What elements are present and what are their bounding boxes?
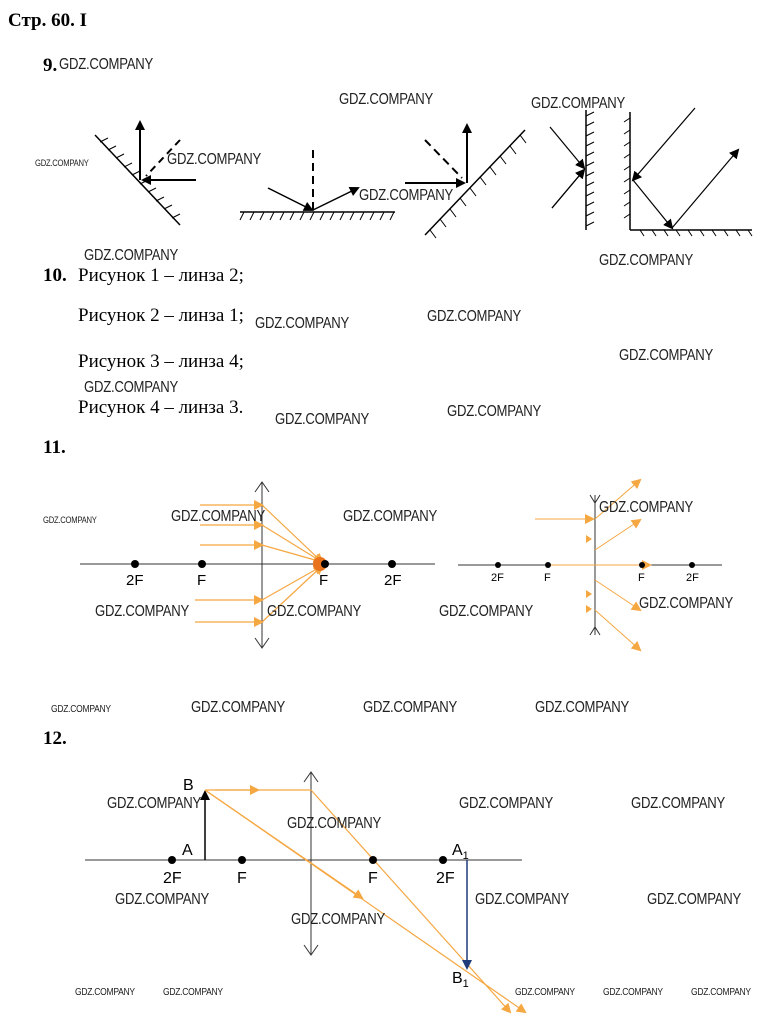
watermark: GDZ.COMPANY [275,411,370,428]
watermark: GDZ.COMPANY [359,187,454,204]
watermark: GDZ.COMPANY [35,158,89,168]
watermark: GDZ.COMPANY [603,987,663,998]
label-f-right-small: F [638,572,645,584]
watermark: GDZ.COMPANY [599,499,694,516]
label-f-left-small: F [544,572,551,584]
watermark: GDZ.COMPANY [531,95,626,112]
watermark: GDZ.COMPANY [291,911,386,928]
page-title: Стр. 60. I [8,10,87,31]
label-2f-left: 2F [126,572,144,589]
watermark: GDZ.COMPANY [515,987,575,998]
label-b1: $B_1$ [452,970,469,991]
label-2f-right: 2F [384,572,402,589]
task-10-line-4: Рисунок 4 – линза 3. [78,397,244,418]
watermark: GDZ.COMPANY [639,595,734,612]
label-2f-left: 2F [163,870,182,887]
task-9-number: 9. [43,55,58,76]
label-f-right: F [319,572,329,589]
watermark: GDZ.COMPANY [619,347,714,364]
label-b: B [183,777,194,794]
label-f-left: F [197,572,207,589]
watermark: GDZ.COMPANY [647,891,742,908]
task-10-line-1: Рисунок 1 – линза 2; [78,265,244,286]
watermark: GDZ.COMPANY [43,515,97,525]
watermark: GDZ.COMPANY [115,891,210,908]
watermark: GDZ.COMPANY [535,699,630,716]
watermark: GDZ.COMPANY [339,91,434,108]
watermark: GDZ.COMPANY [255,315,350,332]
label-2f-right-small: 2F [686,572,699,584]
watermark: GDZ.COMPANY [363,699,458,716]
watermark: GDZ.COMPANY [59,56,154,73]
label-2f-right: 2F [436,870,455,887]
watermark: GDZ.COMPANY [427,308,522,325]
watermark: GDZ.COMPANY [343,508,438,525]
task-10-number: 10. [43,265,67,286]
watermark: GDZ.COMPANY [631,795,726,812]
watermark: GDZ.COMPANY [191,699,286,716]
watermark: GDZ.COMPANY [599,252,694,269]
task-12-number: 12. [43,728,67,749]
watermark: GDZ.COMPANY [75,987,135,998]
watermark: GDZ.COMPANY [691,987,751,998]
task-10-line-3: Рисунок 3 – линза 4; [78,351,244,372]
watermark: GDZ.COMPANY [84,379,179,396]
label-f-right: F [368,870,378,887]
watermark: GDZ.COMPANY [287,815,382,832]
watermark: GDZ.COMPANY [167,151,262,168]
watermark: GDZ.COMPANY [107,795,202,812]
watermark: GDZ.COMPANY [163,987,223,998]
label-f-left: F [237,870,247,887]
watermark: GDZ.COMPANY [439,603,534,620]
watermark: GDZ.COMPANY [447,403,542,420]
watermark: GDZ.COMPANY [267,603,362,620]
task-10-line-2: Рисунок 2 – линза 1; [78,305,244,326]
label-a1: $A_1$ [452,842,469,863]
watermark: GDZ.COMPANY [459,795,554,812]
label-a: A [182,842,193,859]
task-11-number: 11. [43,437,66,458]
watermark: GDZ.COMPANY [475,891,570,908]
watermark: GDZ.COMPANY [95,603,190,620]
watermark: GDZ.COMPANY [171,508,266,525]
label-2f-left-small: 2F [491,572,504,584]
watermark: GDZ.COMPANY [84,247,179,264]
watermark: GDZ.COMPANY [51,704,111,715]
